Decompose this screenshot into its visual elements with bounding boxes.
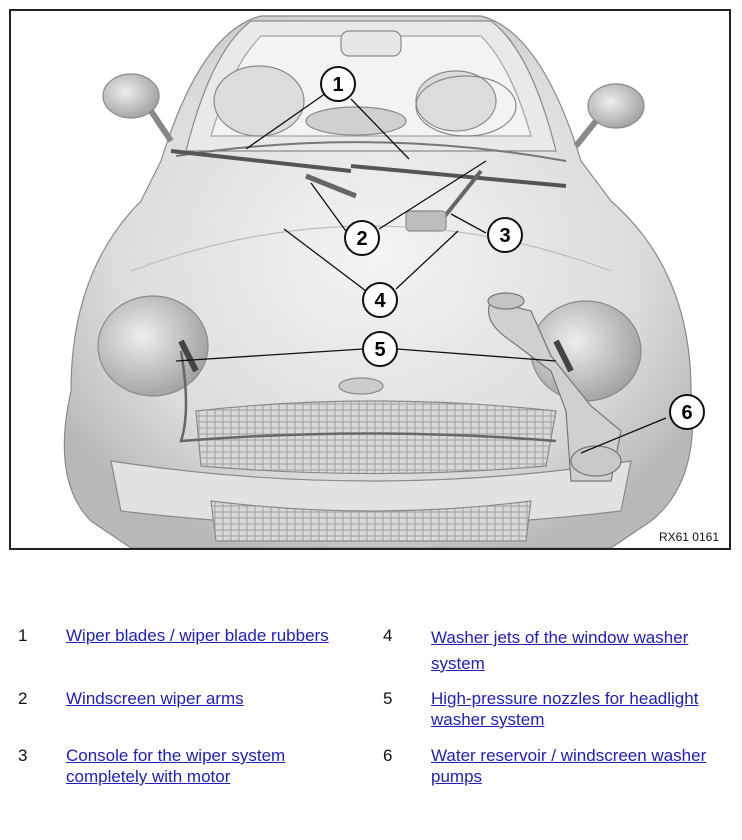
callout-1 [321,67,355,101]
legend-link-wiper-console[interactable]: Console for the wiper system completely with motor [66,746,286,786]
callout-3 [488,218,522,252]
legend-number: 4 [383,626,393,645]
figure-code: RX61 0161 [658,530,719,544]
callout-4 [363,283,397,317]
legend-link-water-reservoir[interactable]: Water reservoir / windscreen washer pumps [431,746,707,786]
svg-text:2: 2 [356,228,368,250]
callout-6 [670,395,704,429]
legend-link-headlight-nozzles[interactable]: High-pressure nozzles for headlight washer system [431,689,699,729]
legend-link-wiper-arms[interactable]: Windscreen wiper arms [66,689,244,708]
legend-number: 3 [18,746,28,765]
svg-text:5: 5 [374,339,386,361]
legend-number: 1 [18,626,28,645]
legend-link-washer-jets[interactable]: Washer jets of the window washer system [431,628,689,673]
car-body [64,16,692,548]
callout-2 [345,221,379,255]
svg-text:3: 3 [499,225,511,247]
legend-number: 5 [383,689,393,708]
legend-number: 2 [18,689,28,708]
callout-5 [363,332,397,366]
svg-text:1: 1 [332,74,344,96]
car-diagram [9,9,731,550]
car-illustration [11,11,729,548]
svg-text:6: 6 [681,402,693,424]
legend-number: 6 [383,746,393,765]
svg-text:4: 4 [374,290,386,312]
legend-link-wiper-blades[interactable]: Wiper blades / wiper blade rubbers [66,626,329,645]
